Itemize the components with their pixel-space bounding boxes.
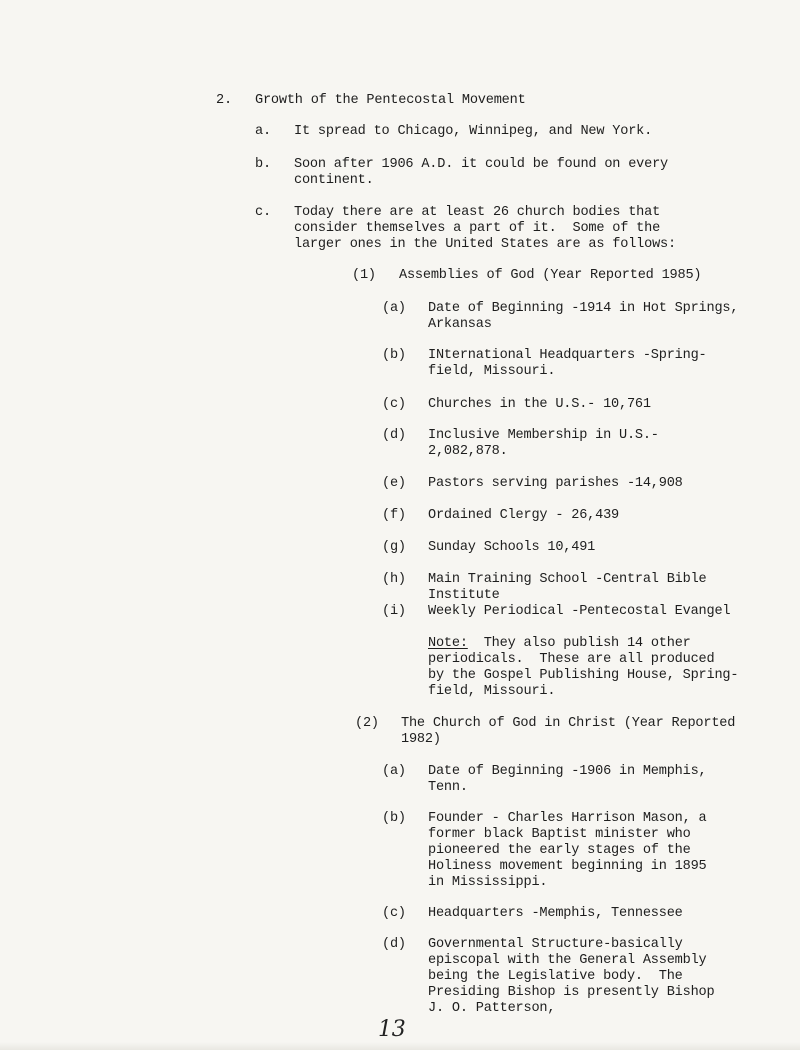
point-text: continent. — [294, 173, 374, 188]
item-text: Holiness movement beginning in 1895 — [428, 859, 707, 874]
point-text: Today there are at least 26 church bodies that — [294, 205, 661, 220]
item-text: Founder - Charles Harrison Mason, a — [428, 811, 707, 826]
item-text: pioneered the early stages of the — [428, 843, 691, 858]
item-text: INternational Headquarters -Spring- — [428, 348, 707, 363]
item-marker: (c) — [382, 906, 406, 921]
church-title: Assemblies of God (Year Reported 1985) — [399, 268, 702, 283]
item-text: Main Training School -Central Bible — [428, 572, 707, 587]
item-text: Churches in the U.S.- 10,761 — [428, 397, 651, 412]
item-text: field, Missouri. — [428, 364, 556, 379]
item-text: Sunday Schools 10,491 — [428, 540, 596, 555]
item-text: Pastors serving parishes -14,908 — [428, 476, 683, 491]
page-bottom-edge — [0, 1042, 800, 1050]
page-number: 13 — [378, 1017, 406, 1042]
note-text: by the Gospel Publishing House, Spring- — [428, 668, 739, 683]
point-text: It spread to Chicago, Winnipeg, and New York. — [294, 124, 653, 139]
item-text: Date of Beginning -1914 in Hot Springs, — [428, 301, 739, 316]
item-text: Ordained Clergy - 26,439 — [428, 508, 619, 523]
point-marker: a. — [255, 124, 271, 139]
item-text: J. O. Patterson, — [428, 1001, 556, 1016]
item-marker: (d) — [382, 937, 406, 952]
church-1-note — [428, 636, 691, 652]
item-marker: (d) — [382, 428, 406, 443]
church-title: 1982) — [401, 732, 441, 747]
item-text: Arkansas — [428, 317, 492, 332]
item-text: Tenn. — [428, 780, 468, 795]
note-text: They also publish 14 other — [467, 636, 691, 651]
item-text: Weekly Periodical -Pentecostal Evangel — [428, 604, 731, 619]
note-text: field, Missouri. — [428, 684, 556, 699]
item-marker: (i) — [382, 604, 406, 619]
point-text: Soon after 1906 A.D. it could be found on every — [294, 157, 669, 172]
item-marker: (b) — [382, 348, 406, 363]
item-marker: (c) — [382, 397, 406, 412]
section-marker: 2. — [216, 93, 232, 108]
note-text: periodicals. These are all produced — [428, 652, 715, 667]
item-text: Inclusive Membership in U.S.- — [428, 428, 659, 443]
item-text: Governmental Structure-basically — [428, 937, 683, 952]
section-title: Growth of the Pentecostal Movement — [255, 93, 526, 108]
item-text: episcopal with the General Assembly — [428, 953, 707, 968]
item-marker: (h) — [382, 572, 406, 587]
item-marker: (b) — [382, 811, 406, 826]
point-text: larger ones in the United States are as follows: — [294, 237, 676, 252]
item-text: 2,082,878. — [428, 444, 508, 459]
item-marker: (a) — [382, 764, 406, 779]
church-marker: (2) — [355, 716, 379, 731]
item-text: Headquarters -Memphis, Tennessee — [428, 906, 683, 921]
point-marker: b. — [255, 157, 271, 172]
item-text: being the Legislative body. The — [428, 969, 683, 984]
point-text: consider themselves a part of it. Some of the — [294, 221, 661, 236]
point-marker: c. — [255, 205, 271, 220]
item-text: Date of Beginning -1906 in Memphis, — [428, 764, 707, 779]
item-text: in Mississippi. — [428, 875, 548, 890]
church-marker: (1) — [352, 268, 376, 283]
church-title: The Church of God in Christ (Year Reported — [401, 716, 736, 731]
item-marker: (e) — [382, 476, 406, 491]
item-text: Institute — [428, 588, 500, 603]
item-marker: (g) — [382, 540, 406, 555]
item-text: former black Baptist minister who — [428, 827, 691, 842]
item-marker: (a) — [382, 301, 406, 316]
note-label: Note: — [428, 636, 468, 651]
item-marker: (f) — [382, 508, 406, 523]
item-text: Presiding Bishop is presently Bishop — [428, 985, 715, 1000]
